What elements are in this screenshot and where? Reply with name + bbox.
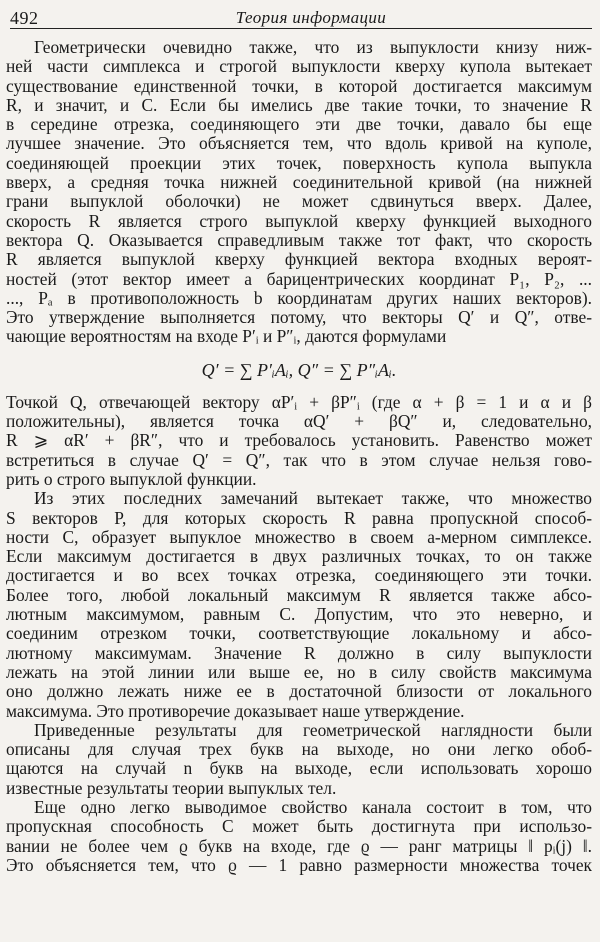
- text-line: Приведенные результаты для геометрической наглядности были: [34, 720, 592, 740]
- text-line: R ⩾ αR′ + βR″, что и требовалось установить. Равенство может: [6, 431, 592, 451]
- text-line: достигается и во всех точках отрезка, соединяющего эти точки.: [6, 566, 592, 586]
- text-line: скорость R является строго выпуклой кверху функцией выходного: [6, 211, 592, 231]
- text-line: лучшее значение. Это объясняется тем, что вдоль кривой на куполе,: [6, 134, 592, 154]
- text-line: вектора Q. Оказывается справедливым также тот факт, что скорость: [6, 230, 592, 250]
- text-line: S векторов P, для которых скорость R равна пропускной способ-: [6, 508, 592, 528]
- text-line: Это утверждение выполняется потому, что векторы Q′ и Q″, отве-: [6, 308, 592, 328]
- body-text: [6, 38, 592, 875]
- text-line: R является выпуклой кверху функцией вектора входных вероят-: [6, 250, 592, 270]
- text-line: чающие вероятностям на входе P′ᵢ и P″ᵢ, даются формулами: [6, 327, 447, 347]
- text-line: рить о строго выпуклой функции.: [6, 469, 257, 489]
- text-line: Если максимум достигается в двух различных точках, то он также: [6, 547, 592, 567]
- text-line: лютным максимумом, равным C. Допустим, что это неверно, и: [6, 605, 592, 625]
- text-line: оно должно лежать ниже ее в достаточной близости от локального: [6, 682, 592, 702]
- text-line: соединяющей проекции этих точек, поверхность купола выпукла: [6, 153, 592, 173]
- page-header: [10, 2, 592, 29]
- text-line: соединим отрезком точки, соответствующие локальному и абсо-: [6, 624, 592, 644]
- text-line: Из этих последних замечаний вытекает также, что множество: [34, 489, 592, 509]
- text-line: щаются на случай n букв на выходе, если использовать хорошо: [6, 759, 592, 779]
- text-line: известные результаты теории выпуклых тел.: [6, 778, 337, 798]
- page-number: 492: [10, 8, 39, 28]
- text-line: существование единственной точки, в которой достигается максимум: [6, 76, 592, 96]
- text-line: ностей (этот вектор имеет a барицентрических координат P₁, P₂, ...: [6, 269, 592, 289]
- text-line: R, и значит, и C. Если бы имелись две такие точки, то значение R: [6, 95, 592, 115]
- text-line: Это объясняется тем, что ϱ — 1 равно размерности множества точек: [6, 855, 592, 875]
- text-line: встретиться в случае Q′ = Q″, так что в этом случае нельзя гово-: [6, 450, 592, 470]
- text-line: ..., Pₐ в противоположность b координатам других наших векторов).: [6, 288, 592, 308]
- text-line: вании не более чем ϱ букв на входе, где ϱ — ранг матрицы ‖ pᵢ(j) ‖.: [6, 836, 592, 856]
- text-line: грани выпуклой оболочки) не может сдвинуться вверх. Далее,: [6, 192, 592, 212]
- text-line: Точкой Q, отвечающей вектору αP′ᵢ + βP″ᵢ (где α + β = 1 и α и β: [6, 392, 592, 412]
- text-line: лежать на этой линии или выше ее, но в силу свойств максимума: [6, 662, 592, 682]
- text-line: в середине отрезка, соединяющего эти две точки, давало бы еще: [6, 115, 592, 135]
- text-line: ней части симплекса и строгой выпуклости кверху купола вытекает: [6, 57, 592, 77]
- text-line: Еще одно легко выводимое свойство канала состоит в том, что: [34, 797, 592, 817]
- text-line: максимума. Это противоречие доказывает наше утверждение.: [6, 701, 465, 721]
- text-line: вверх, а средняя точка нижней соединительной кривой (на нижней: [6, 173, 592, 193]
- text-line: пропускная способность C может быть достигнута при использо-: [6, 817, 592, 837]
- running-title: Теория информации: [235, 8, 387, 27]
- text-line: Геометрически очевидно также, что из выпуклости книзу ниж-: [34, 38, 592, 57]
- text-line: Более того, любой локальный максимум R является также абсо-: [6, 585, 592, 605]
- text-line: ности C, образует выпуклое множество в своем a-мерном симплексе.: [6, 527, 592, 547]
- text-line: описаны для случая трех букв на выходе, но они легко обоб-: [6, 740, 592, 760]
- text-line: лютному максимумам. Значение R должно в силу выпуклости: [6, 643, 592, 663]
- formula: Q′ = ∑ P′ᵢAᵢ, Q″ = ∑ P″ᵢAᵢ.: [201, 359, 397, 380]
- text-line: положительны), является точка αQ′ + βQ″ и, следовательно,: [6, 412, 592, 432]
